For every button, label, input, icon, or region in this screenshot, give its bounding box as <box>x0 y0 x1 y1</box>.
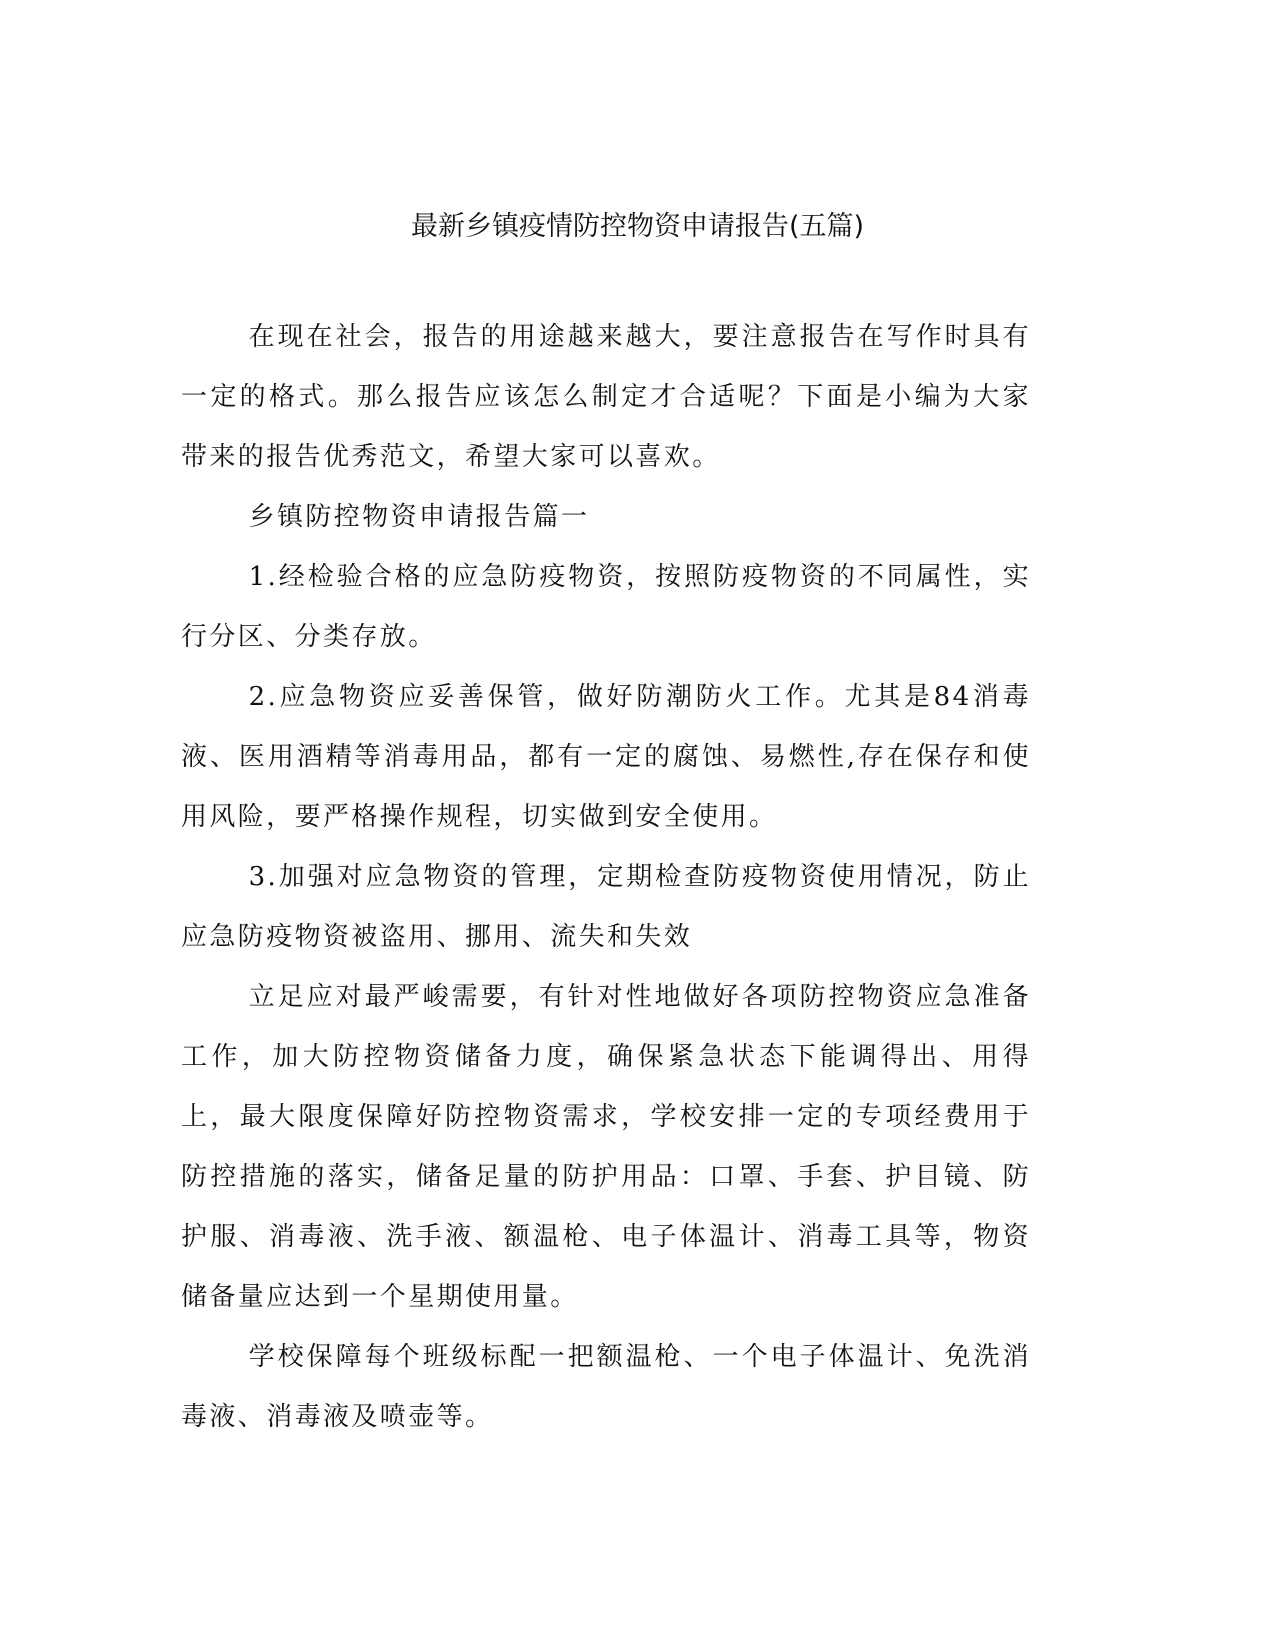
equipment-paragraph: 学校保障每个班级标配一把额温枪、一个电子体温计、免洗消毒液、消毒液及喷壶等。 <box>181 1342 1031 1432</box>
preparation-paragraph: 立足应对最严峻需要，有针对性地做好各项防控物资应急准备工作，加大防控物资储备力度，确保紧急状态下能调得出、用得上，最大限度保障好防控物资需求，学校安排一定的专项经费用于防控措施的落实，储备足量的防护用品：口罩、手套、护目镜、防护服、消毒液、洗手液、额温枪、电子体温计、消毒工具等，物资储备量应达到一个星期使用量。 <box>181 982 1031 1312</box>
list-item-2: 2.应急物资应妥善保管，做好防潮防火工作。尤其是84消毒液、医用酒精等消毒用品，都有一定的腐蚀、易燃性,存在保存和使用风险，要严格操作规程，切实做到安全使用。 <box>181 682 1031 832</box>
document-title: 最新乡镇疫情防控物资申请报告(五篇) <box>410 211 865 242</box>
document-body <box>181 307 1031 1447</box>
list-item-1: 1.经检验合格的应急防疫物资，按照防疫物资的不同属性，实行分区、分类存放。 <box>181 562 1031 652</box>
section-heading: 乡镇防控物资申请报告篇一 <box>248 502 590 532</box>
list-item-3: 3.加强对应急物资的管理，定期检查防疫物资使用情况，防止应急防疫物资被盗用、挪用、流失和失效 <box>181 862 1031 952</box>
intro-paragraph: 在现在社会，报告的用途越来越大，要注意报告在写作时具有一定的格式。那么报告应该怎么制定才合适呢？下面是小编为大家带来的报告优秀范文，希望大家可以喜欢。 <box>181 322 1031 472</box>
